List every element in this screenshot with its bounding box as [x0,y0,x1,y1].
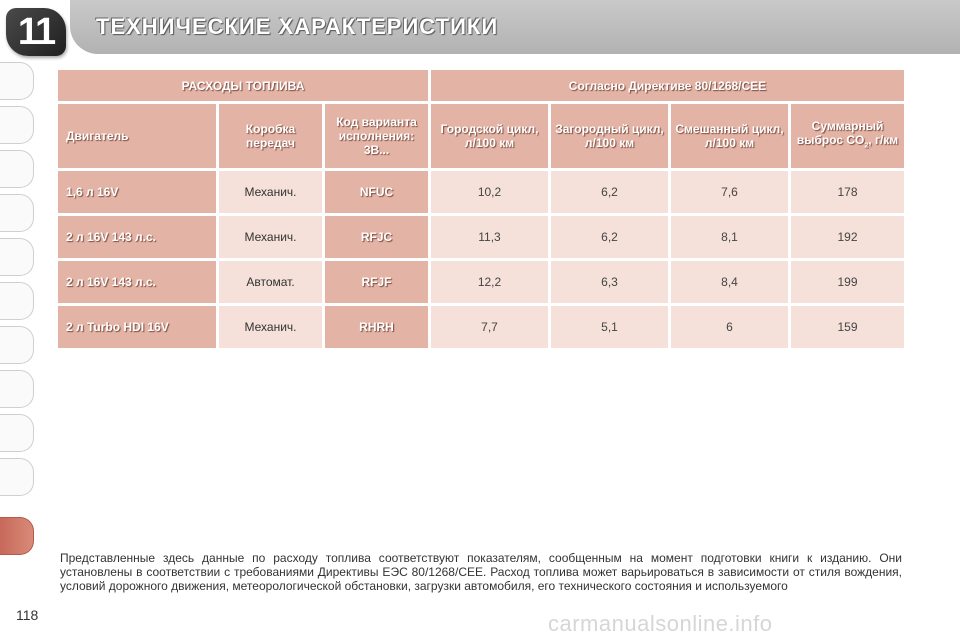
watermark: carmanualsonline.info [548,611,773,636]
table-column-header-row [58,104,904,168]
co2-subscript: 2 [864,142,869,150]
mixed-cell: 6 [671,306,788,348]
col-header-highway: Загородный цикл, л/100 км [551,104,668,168]
chapter-tab[interactable] [0,458,34,496]
chapter-tab-active[interactable] [0,517,34,555]
col-header-mixed: Смешанный цикл, л/100 км [671,104,788,168]
code-cell: RFJC [325,216,428,258]
engine-cell: 2 л 16V 143 л.с. [58,261,216,303]
mixed-cell: 8,1 [671,216,788,258]
co2-label: Суммарный выброс CO [796,118,884,147]
chapter-number-badge: 11 [6,8,66,56]
col-header-code: Код варианта исполнения: 3B... [325,104,428,168]
highway-cell: 5,1 [551,306,668,348]
highway-cell: 6,2 [551,171,668,213]
chapter-tab[interactable] [0,150,34,188]
highway-cell: 6,3 [551,261,668,303]
fuel-consumption-table [55,67,907,351]
engine-cell: 1,6 л 16V [58,171,216,213]
page-title: ТЕХНИЧЕСКИЕ ХАРАКТЕРИСТИКИ [96,14,499,39]
gearbox-cell: Механич. [219,216,322,258]
co2-cell: 159 [791,306,904,348]
code-cell: RHRH [325,306,428,348]
table-row [58,171,904,213]
chapter-tab[interactable] [0,238,34,276]
mixed-cell: 8,4 [671,261,788,303]
gearbox-cell: Механич. [219,171,322,213]
chapter-tab[interactable] [0,326,34,364]
table-row [58,261,904,303]
highway-cell: 6,2 [551,216,668,258]
co2-cell: 199 [791,261,904,303]
table-row [58,306,904,348]
gearbox-cell: Автомат. [219,261,322,303]
group-header-directive: Согласно Директиве 80/1268/CEE [431,70,904,101]
chapter-tab[interactable] [0,282,34,320]
chapter-tab[interactable] [0,370,34,408]
city-cell: 7,7 [431,306,548,348]
code-cell: NFUC [325,171,428,213]
co2-cell: 192 [791,216,904,258]
page-header [0,0,960,60]
table-group-header-row [58,70,904,101]
chapter-tab[interactable] [0,194,34,232]
group-header-fuel: РАСХОДЫ ТОПЛИВА [58,70,428,101]
engine-cell: 2 л 16V 143 л.с. [58,216,216,258]
mixed-cell: 7,6 [671,171,788,213]
chapter-tab[interactable] [0,62,34,100]
code-cell: RFJF [325,261,428,303]
col-header-city: Городской цикл, л/100 км [431,104,548,168]
table-row [58,216,904,258]
chapter-tab[interactable] [0,106,34,144]
col-header-co2 [791,104,904,168]
col-header-gearbox: Коробка передач [219,104,322,168]
engine-cell: 2 л Turbo HDI 16V [58,306,216,348]
gearbox-cell: Механич. [219,306,322,348]
chapter-tab[interactable] [0,414,34,452]
col-header-engine: Двигатель [58,104,216,168]
city-cell: 12,2 [431,261,548,303]
city-cell: 10,2 [431,171,548,213]
footnote-text: Представленные здесь данные по расходу топлива соответствуют показателям, сообщенным на момент подготовки книги к изданию. Они установлены в соответствии с требованиями Директивы ЕЭС 80/1268/CEE. Расход топлива может варьироваться в зависимости от стиля вождения, условий дорожного движения, метеорологической обстановки, загрузки автомобиля, его технического состояния и используемого [60,551,902,593]
chapter-tabs [0,62,36,582]
co2-unit: , г/км [868,132,899,147]
page-number: 118 [16,607,39,623]
city-cell: 11,3 [431,216,548,258]
co2-cell: 178 [791,171,904,213]
